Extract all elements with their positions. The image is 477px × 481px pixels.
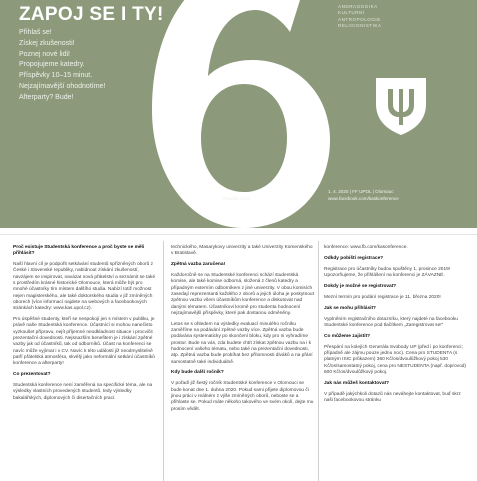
event-info <box>328 189 399 203</box>
event-hashtag: #studkon2020 <box>223 196 251 201</box>
department-name: RELIGIONISTIKA <box>338 23 382 29</box>
paragraph: V případě jakýchkoli dotazů nás neváhejte kontaktovat, buď skrz naši facebookovou stránku <box>324 391 461 403</box>
paragraph: V pořadí již šestý ročník Studentské konference v Olomouci se bude konat dne 1. dubna 2020. Pokud sami přijete diplomovou či jinou práci v reálném z výše zmíněných oborů, neboste se a přihlaste se. Pokud máte někoho takového ve svém okolí, dejte mu prosím vědět. <box>171 381 314 412</box>
section-heading: Zpětná vazba zaručena! <box>171 262 226 268</box>
section-heading: Jak nás můžeš kontaktovat? <box>324 380 390 386</box>
paragraph: konference: www.fb.com/kasonference. <box>324 245 408 250</box>
flyer-text-sheet <box>0 234 477 481</box>
section-heading: Jak se mohu přihlásit? <box>324 305 376 311</box>
text-column-1 <box>13 245 157 407</box>
poster-tagline: Propojujeme katedry. <box>19 61 85 69</box>
paragraph: Přespání na kolejích Generála Svobody UP (před i po konferenci; případně ale zájmu pouze jednu noc). Cena pro STUDENTA (s platným ISIC průkazem) 360 Kč/os/dvoulůžkový pokoj 530 Kč/os/samostatný pokoj, cena pro NESTUDENTA (např. doprovod) 600 Kč/os/dvoulůžkový pokoj. <box>324 344 467 375</box>
poster-title: ZAPOJ SE I TY! <box>19 4 164 25</box>
section-heading: Kdy bude další ročník? <box>171 370 224 376</box>
poster-banner <box>0 0 477 228</box>
column-divider <box>318 241 319 481</box>
department-name: ANDRAGOGIKA <box>338 4 378 9</box>
department-name: ANTROPOLOGIE <box>338 16 381 22</box>
text-column-2 <box>171 245 315 417</box>
section-heading: Co můžeme zajistit? <box>324 333 371 339</box>
department-list <box>338 4 382 30</box>
section-heading: Odkdy pobíští registrace? <box>324 255 384 261</box>
paragraph: Letos se s ohledem na výsledky evaluací minulého ročníku zaměříme na podávání zpětné vazby více. Zpětná vazba bude podávána systematicky po skončení bloku, kdy pro ni vyhradíme prostor. Bude na vás, zda budete chtít získat zpětnou vazbu na i k hodnocení vašeho tématu, nebo také na prezentační dovednosti, atp. Zpětná vazba bude probíhat bez přítomnosti diváků a na přání samostatně také individuálně. <box>171 321 313 365</box>
paragraph: Každoročně se na Studentské konferenci schází studentská komise, ale také komise odborná, složená z členů katedry a případným externím odborníkem z jiné univerzity. V obou komisích zasedají reprezentanti každého z oborů a jejich úloha je poskytnout zpětnou vazbu všem účastníkům konference a diskutovat nad danými tématem. Účastníkovi kromě pro studenta hodnocení nejzajímavější příspěvky, které pak dostanou odměněny. <box>171 273 314 316</box>
text-column-3 <box>324 245 468 409</box>
poster-tagline: Příspěvky 10–15 minut. <box>19 72 93 80</box>
paragraph: Mezní termín pro podání registrace je 11. března 2020! <box>324 294 441 300</box>
paragraph: Vyplněním registračního dotazníku, který najdeté na facebooku Studentské konference pod tlačítkem „Zaregistrovat se!“ <box>324 316 458 328</box>
section-heading: Proč existuje Studentská konference a proč byste se měli přihlásit? <box>13 245 145 257</box>
section-heading: Dokdy je možné se registrovat? <box>324 283 397 289</box>
paragraph: technického, Masarykovy univerzity a také Univerzity Komenského v Bratislavě. <box>171 245 313 257</box>
paragraph: Pro úspěšné studenty, kteří se nespokojí jen s místem v publiku, je právě naše Studentská konference. Účastnící si mohou nanečisto vyzkoušet přípravu, nejít příjemné neodkladnost situace i procvičit prezentační dovednosti. Nejsnazším benefitem je i získání zpětné vazby jak od účastníků, tak od odborníků. Účast na konferenci se navíc může vyjímat i v CV. Navíc k této události již neodmyslitelně patří přátelská atmosféra, skvělý jako neformální setkání účastníků konference a afterparty! <box>13 317 155 367</box>
paragraph: Studentská konference není zaměřená na specifické téma, ale na výsledky vlastních provedených studentů, tedy výsledky bakalářských, diplomových či disertačních prací. <box>13 383 153 401</box>
paragraph: Naší hlavní cíl je podpořit setkávání studentů spřízněných oborů z České i Slovenské republiky, nabídnout získání zkušeností, navzájem se inspirovat, navázat nová přátelství a seznámit se také s prostředím krásné historické Olomouce, která může být pro mnohé účastníky tím místem dalšího studia. Nabízí totiž možnost nejen magisterského, ale také doktorského studia v již zmíněných oborech (více informací najdete na webových a facebookových stránkách katedry: www.kas.upol.cz). <box>13 262 156 312</box>
poster-tagline: Získej zkušenosti! <box>19 39 75 47</box>
department-name: KULTURNÍ <box>338 10 365 16</box>
section-heading: Co prezentovat? <box>13 372 51 378</box>
event-facebook-url[interactable]: www.facebook.com/kaskonference <box>328 195 399 201</box>
poster-tagline: Poznej nové lidi! <box>19 50 70 58</box>
poster-tagline-list <box>19 28 194 104</box>
paragraph: Registrace pro účastníky budou spuštěny 1. prosince 2019! Upozorňujeme, že přihlášení na konferenci je ZÁVAZNÉ. <box>324 266 451 279</box>
column-divider <box>163 241 164 481</box>
up-shield-logo-icon <box>374 76 428 136</box>
event-date-place: 1. 4. 2020 | FF UPOL | Olomouc <box>328 189 394 194</box>
poster-tagline: Přihlaš se! <box>19 29 52 36</box>
poster-tagline: Afterparty? Bude! <box>19 93 74 101</box>
poster-tagline: Nejzajímavější ohodnotíme! <box>19 82 106 90</box>
